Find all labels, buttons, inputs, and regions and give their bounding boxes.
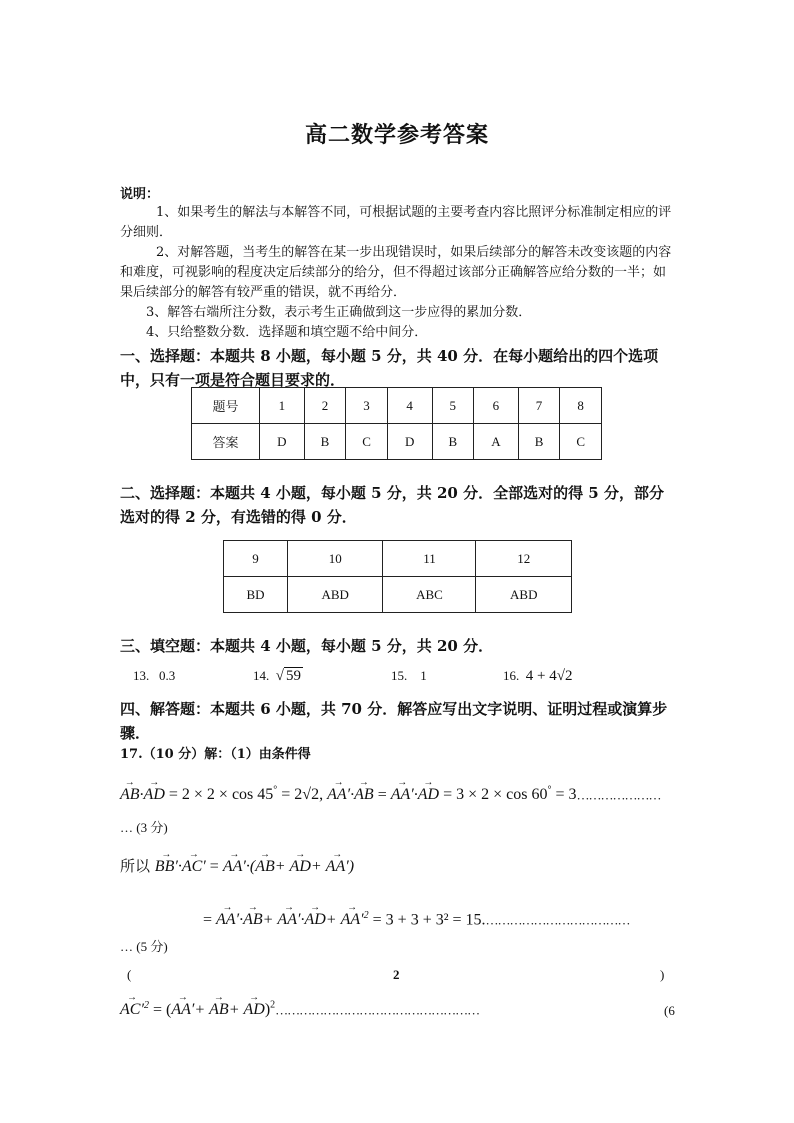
table-cell: 1 xyxy=(260,388,305,424)
fill-13 xyxy=(133,666,175,686)
section1-answer-table xyxy=(191,387,602,460)
table-cell: BD xyxy=(224,577,288,613)
table-cell: B xyxy=(518,424,560,460)
fill-answer: 4 + 4√2 xyxy=(525,668,573,684)
table-cell: 3 xyxy=(346,388,388,424)
part2-open: ( xyxy=(127,967,132,982)
table-cell: 5 xyxy=(432,388,474,424)
instruction-4: 4、只给整数分数．选择题和填空题不给中间分． xyxy=(146,325,428,340)
q17-intro: 17.（10 分）解：（1）由条件得 xyxy=(120,747,311,762)
row-label-answer: 答案 xyxy=(192,424,260,460)
fill-answer: 1 xyxy=(420,668,427,683)
fill-answer: 59 xyxy=(285,668,301,684)
instruction-2: 2、对解答题，当考生的解答在某一步出现错误时，如果后续部分的解答未改变该题的内容和难度，可视影响的程度决定后续部分的给分，但不得超过该部分正确解答应给分数的一半；如果后续部分的解答有较严重的错误，就不再给分． xyxy=(120,245,672,300)
fill-num: 16. xyxy=(503,668,520,683)
instruction-3: 3、解答右端所注分数，表示考生正确做到这一步应得的累加分数． xyxy=(146,305,532,320)
fill-14: 14. √ 59 xyxy=(253,668,301,684)
fill-num: 14. xyxy=(253,668,270,683)
fill-num: 13. xyxy=(133,668,150,683)
table-cell: C xyxy=(560,424,602,460)
instruction-1: 1、如果考生的解法与本解答不同，可根据试题的主要考查内容比照评分标准制定相应的评分细则． xyxy=(120,205,672,240)
section1-heading: 一、选择题：本题共 8 小题，每小题 5 分，共 40 分．在每小题给出的四个选项中，只有一项是符合题目要求的． xyxy=(120,347,659,389)
fill-15 xyxy=(391,666,427,686)
table-cell: D xyxy=(387,424,432,460)
table-cell: 4 xyxy=(387,388,432,424)
table-cell: B xyxy=(432,424,474,460)
instructions-label: 说明： xyxy=(120,187,160,202)
table-cell: C xyxy=(346,424,388,460)
part2-number: 2 xyxy=(393,967,400,982)
part2-close: ) xyxy=(660,967,665,982)
table-cell: 10 xyxy=(287,541,382,577)
so-text: 所以 xyxy=(120,857,151,875)
table-cell: 8 xyxy=(560,388,602,424)
score-3: … (3 分) xyxy=(120,820,168,835)
score-6: (6 xyxy=(664,1003,675,1018)
table-cell: 12 xyxy=(476,541,572,577)
table-cell: ABD xyxy=(476,577,572,613)
page-title: 高二数学参考答案 xyxy=(304,122,489,148)
table-cell: ABC xyxy=(383,577,476,613)
table-cell: ABD xyxy=(287,577,382,613)
section4-heading: 四、解答题：本题共 6 小题，共 70 分．解答应写出文字说明、证明过程或演算步骤． xyxy=(120,700,668,742)
equation-line-2: 所以 → BB′·→ AC′ = → AA′·(→ AB+ → AD+ → AA′) xyxy=(120,855,354,876)
section2-heading: 二、选择题：本题共 4 小题，每小题 5 分，共 20 分．全部选对的得 5 分，部分选对的得 2 分，有选错的得 0 分． xyxy=(120,484,664,526)
table-cell: 11 xyxy=(383,541,476,577)
table-cell: 7 xyxy=(518,388,560,424)
section2-answer-table xyxy=(223,540,572,613)
table-cell: 6 xyxy=(474,388,519,424)
score-5: … (5 分) xyxy=(120,939,168,954)
fill-16 xyxy=(503,666,572,686)
fill-answer: 0.3 xyxy=(159,668,176,683)
fill-num: 15. xyxy=(391,668,408,683)
table-cell: 9 xyxy=(224,541,288,577)
result-15: = 3 + 3 + 3² = 15. xyxy=(372,911,486,929)
row-label-question: 题号 xyxy=(192,388,260,424)
section3-heading: 三、填空题：本题共 4 小题，每小题 5 分，共 20 分． xyxy=(120,637,494,655)
equation-line-1: → AB·→ AD = 2 × 2 × cos 45° = 2√2, → AA′·→ AB = → AA′·→ AD = 3 × 2 × cos 60° = 3………………… xyxy=(120,785,661,804)
table-cell: D xyxy=(260,424,305,460)
equation-line-3: = → $AA'\cdot\to AB+ \to AA'\cdot\to AD+ \to AA'^2 = 3 + 3 + 3^2$ = 15.……………………………… xyxy=(203,910,630,929)
table-cell: A xyxy=(474,424,519,460)
equation-line-4: → $AC'^2$ = (→ AA′+ → AB+ → AD)$^2$…………………………………………… xyxy=(120,1000,479,1019)
table-cell: 2 xyxy=(304,388,346,424)
table-cell: B xyxy=(304,424,346,460)
